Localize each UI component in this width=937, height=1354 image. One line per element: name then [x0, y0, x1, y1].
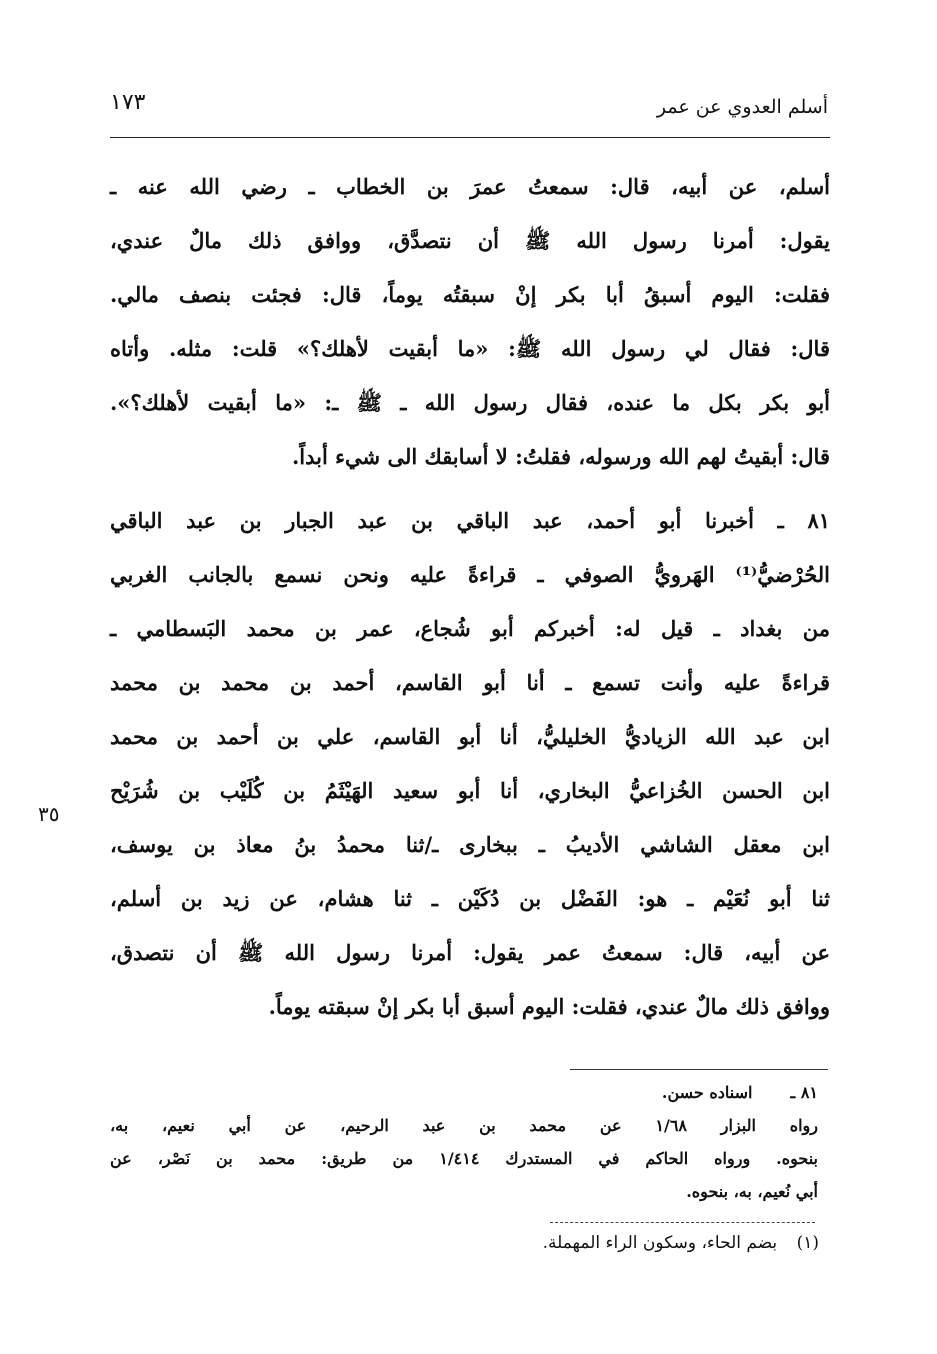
footnote-first-text: اسناده حسن.: [661, 1083, 753, 1102]
footnote-number: ٨١ ـ: [790, 1083, 818, 1102]
footnote-line: رواه البزار ١/٦٨ عن محمد بن عبد الرحيم، عن أبي نعيم، به،: [110, 1116, 818, 1135]
header-rule: [110, 137, 830, 138]
text-line: ابن عبد الله الزياديُّ الخليليُّ، أنا أبو القاسم، علي بن أحمد بن محمد: [110, 724, 830, 749]
text-line: ٨١ ـ أخبرنا أبو أحمد، عبد الباقي بن عبد الجبار بن عبد الباقي: [110, 508, 830, 533]
note-text: بضم الحاء، وسكون الراء المهملة.: [542, 1233, 778, 1253]
text-line: ابن الحسن الخُزاعيُّ البخاري، أنا أبو سعيد الهَيْثَمُ بن كُلَيْب بن شُرَيْح: [110, 778, 830, 803]
text-line: قراءةً عليه وأنت تسمع ـ أنا أبو القاسم، أحمد بن محمد بن محمد: [110, 670, 830, 695]
footnote-rule: [570, 1069, 828, 1070]
text-line: قال: فقال لي رسول الله ﷺ: «ما أبقيت لأهلك؟» قلت: مثله. وأتاه: [110, 336, 830, 361]
text-line: ثنا أبو نُعَيْم ـ هو: الفَضْل بن دُكَيْن ـ ثنا هشام، عن زيد بن أسلم،: [110, 886, 830, 911]
note-number: (١): [796, 1233, 819, 1253]
text-line: الحُرْضيُّ⁽¹⁾ الهَرويُّ الصوفي ـ قراءةً عليه ونحن نسمع بالجانب الغربي: [110, 562, 830, 587]
footnote-first-line: [110, 1076, 818, 1109]
page-number: ١٧٣: [110, 90, 146, 115]
text-line: من بغداد ـ قيل له: أخبركم أبو شُجاع، عمر بن محمد البَسطامي ـ: [110, 616, 830, 641]
text-line: أبو بكر بكل ما عنده، فقال رسول الله ـ ﷺ ـ: «ما أبقيت لأهلك؟».: [110, 390, 830, 415]
note-divider: [550, 1222, 815, 1223]
running-title: أسلم العدوي عن عمر: [656, 96, 828, 118]
text-line: ووافق ذلك مالٌ عندي، فقلت: اليوم أسبق أبا بكر إنْ سبقته يوماً.: [268, 994, 830, 1019]
text-line: فقلت: اليوم أسبقُ أبا بكر إنْ سبقتُه يوماً، قال: فجئت بنصف مالي.: [110, 282, 830, 307]
text-line: ابن معقل الشاشي الأديبُ ـ ببخارى ـ/ثنا محمدُ بنُ معاذ بن يوسف،: [110, 832, 830, 857]
text-line: يقول: أمرنا رسول الله ﷺ أن نتصدَّق، ووافق ذلك مالٌ عندي،: [110, 228, 830, 253]
paragraph-1: [110, 160, 830, 484]
running-head: [110, 90, 828, 130]
margin-number: ٣٥: [38, 802, 60, 826]
text-line: قال: أبقيتُ لهم الله ورسوله، فقلتُ: لا أسابقك الى شيء أبداً.: [292, 444, 830, 469]
footnote-line: أبي نُعيم، به، بنحوه.: [686, 1182, 818, 1201]
text-line: عن أبيه، قال: سمعتُ عمر يقول: أمرنا رسول الله ﷺ أن نتصدق،: [110, 940, 830, 965]
footnote-line: بنحوه. ورواه الحاكم في المستدرك ١/٤١٤ من طريق: محمد بن نَصْر، عن: [110, 1149, 818, 1168]
margin-note: [543, 1233, 819, 1253]
paragraph-2: [110, 494, 830, 1034]
text-line: أسلم، عن أبيه، قال: سمعتُ عمرَ بن الخطاب ـ رضي الله عنه ـ: [110, 174, 830, 199]
footnote-block: [110, 1076, 818, 1208]
